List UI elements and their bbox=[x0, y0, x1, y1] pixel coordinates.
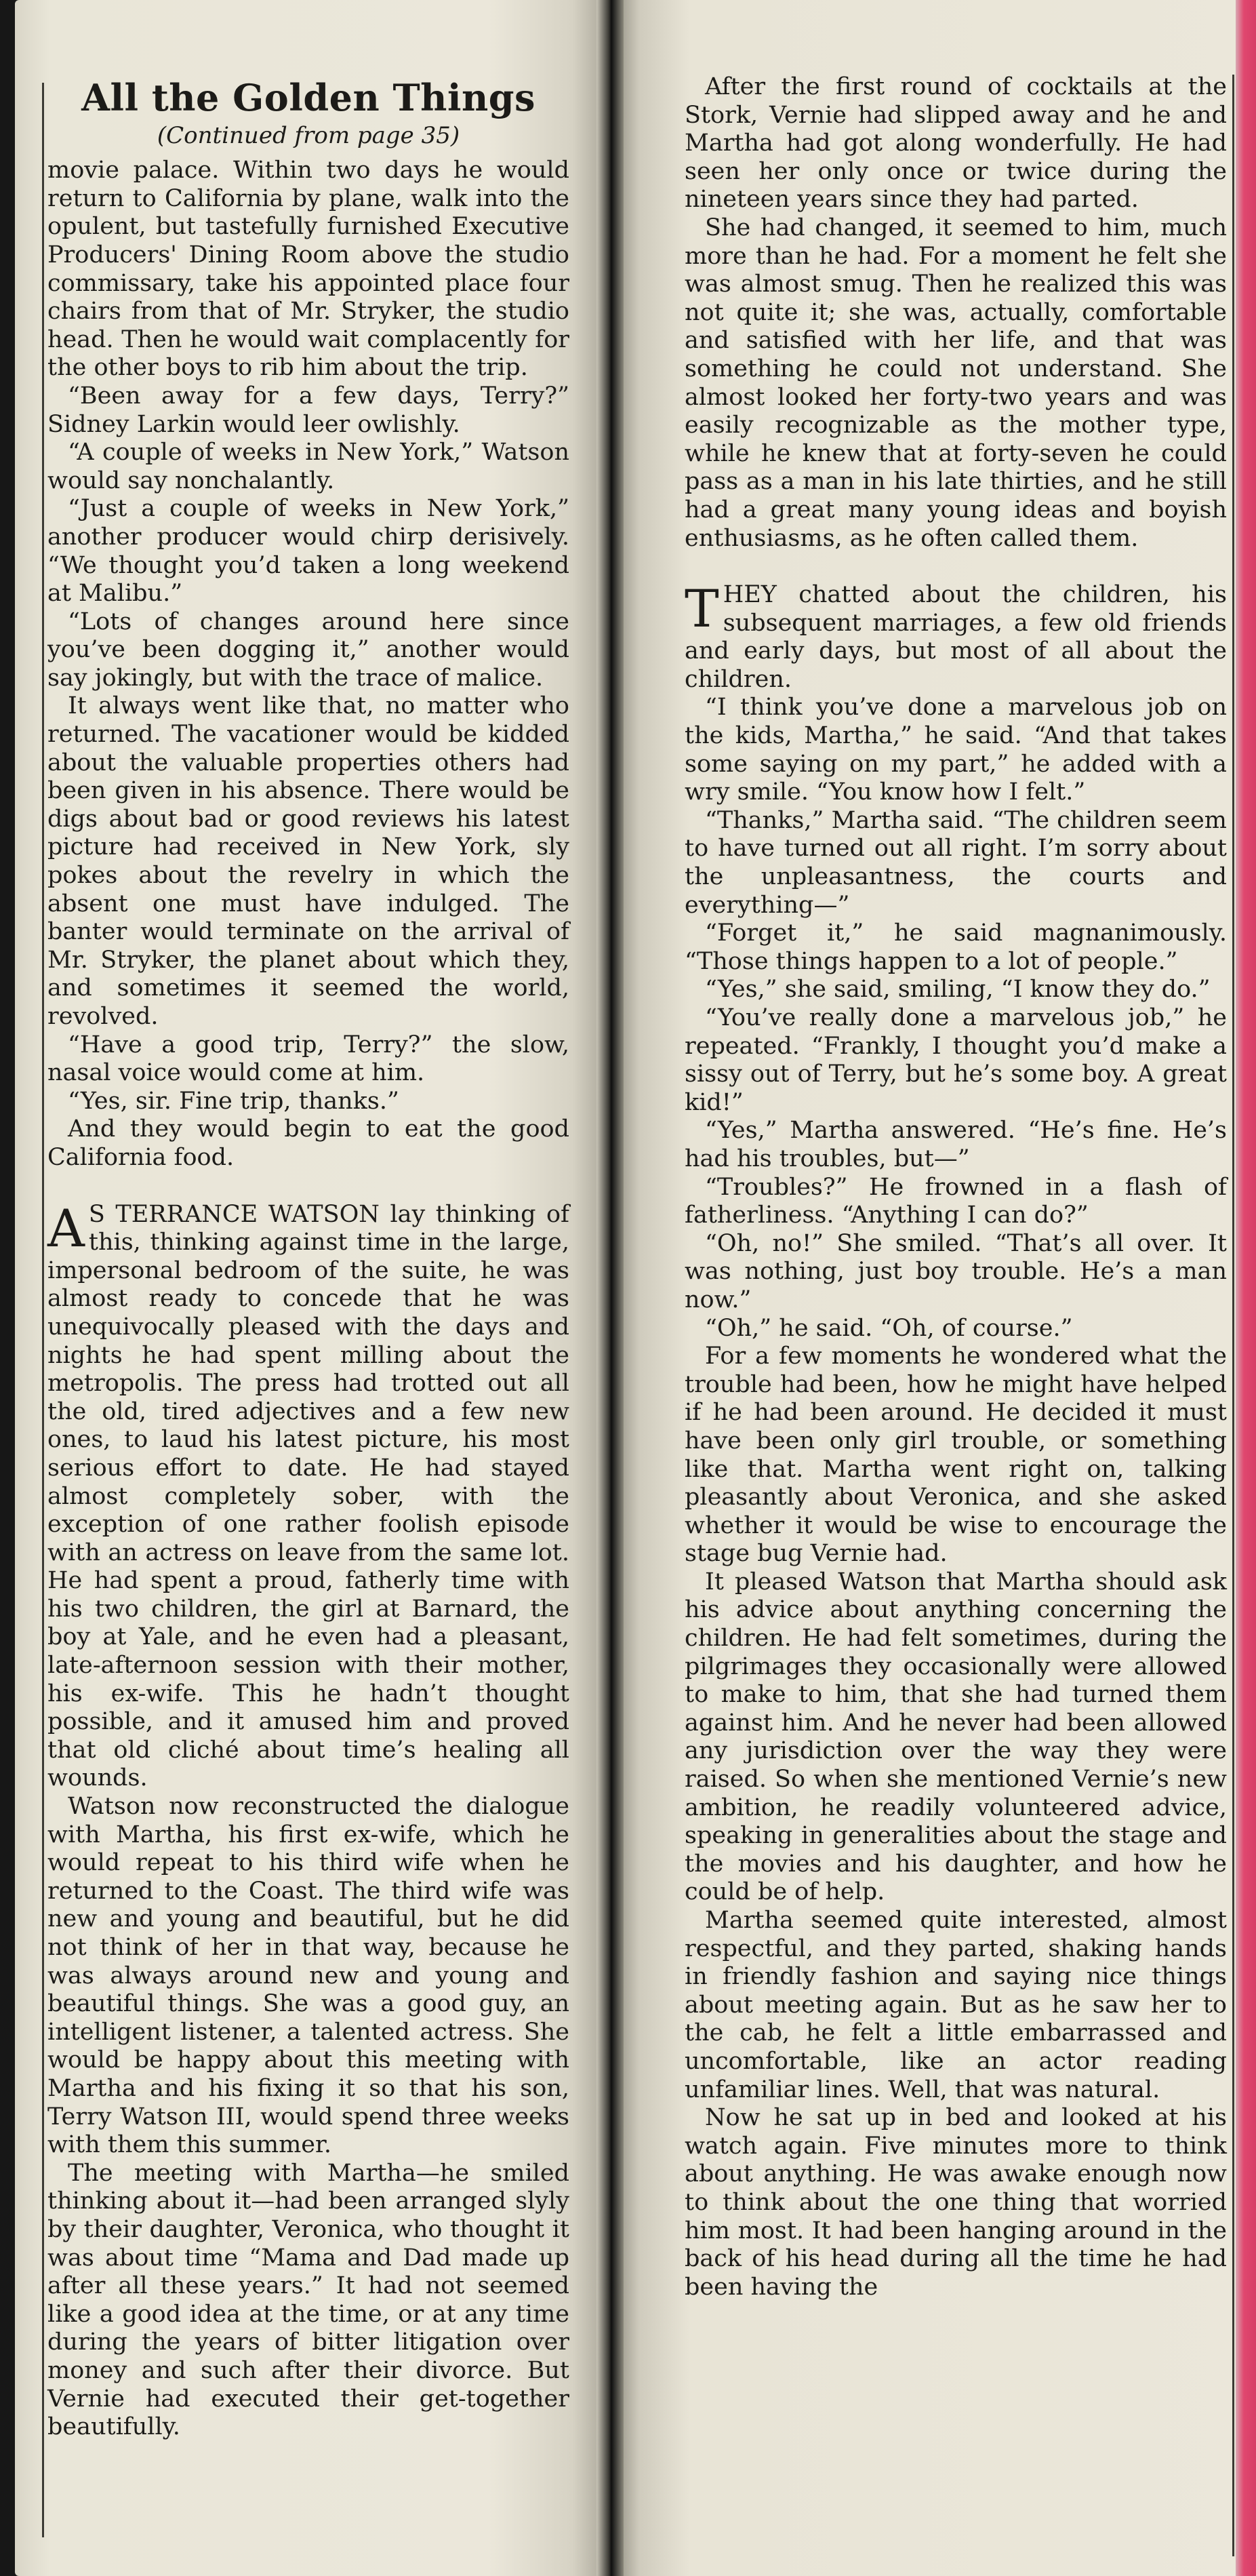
paragraph: “Forget it,” he said magnanimously. “Those things happen to a lot of people.” bbox=[685, 919, 1227, 975]
continued-note: (Continued from page 35) bbox=[157, 121, 460, 149]
drop-cap: A bbox=[47, 1197, 85, 1259]
paragraph: “Have a good trip, Terry?” the slow, nasal voice would come at him. bbox=[47, 1031, 569, 1087]
paragraph: “Oh,” he said. “Oh, of course.” bbox=[705, 1314, 1073, 1342]
paragraph: “You’ve really done a marvelous job,” he repeated. “Frankly, I thought you’d make a sissy out of Terry, but he’s some boy. A great kid!” bbox=[685, 1004, 1227, 1116]
paragraph: “A couple of weeks in New York,” Watson would say nonchalantly. bbox=[47, 439, 569, 494]
paragraph: “Yes, sir. Fine trip, thanks.” bbox=[68, 1087, 399, 1115]
article-title: All the Golden Things bbox=[81, 76, 535, 119]
paragraph: “Just a couple of weeks in New York,” another producer would chirp derisively. “We thought you’d taken a long weekend at Malibu.” bbox=[47, 495, 569, 608]
paragraph: “I think you’ve done a marvelous job on the kids, Martha,” he said. “And that takes some saying on my part,” he added with a wry smile. “You know how I felt.” bbox=[685, 694, 1227, 806]
section-paragraph bbox=[47, 1197, 569, 1793]
book-gutter bbox=[596, 0, 624, 2576]
paragraph: “Yes,” Martha answered. “He’s fine. He’s had his troubles, but—” bbox=[685, 1117, 1227, 1172]
drop-cap: T bbox=[685, 578, 719, 639]
left-column bbox=[47, 75, 569, 2442]
paragraph: “Yes,” she said, smiling, “I know they do.” bbox=[705, 976, 1211, 1004]
right-column bbox=[685, 73, 1227, 2301]
paragraph: It always went like that, no matter who returned. The vacationer would be kidded about the valuable properties others had been given in his absence. There would be digs about bad or good reviews his latest picture had received in New York, sly pokes about the revelry in which the absent one must have indulged. The banter would terminate on the arrival of Mr. Stryker, the planet about which they, and sometimes it seemed the world, revolved. bbox=[47, 692, 569, 1030]
paragraph: “Been away for a few days, Terry?” Sidney Larkin would leer owlishly. bbox=[47, 382, 569, 438]
right-column-rule bbox=[1232, 75, 1234, 2556]
section-paragraph bbox=[685, 578, 1227, 694]
paragraph-text: HEY chatted about the children, his subsequent marriages, a few old friends and early days, but most of all about the children. bbox=[685, 581, 1227, 693]
paragraph: And they would begin to eat the good California food. bbox=[47, 1115, 569, 1171]
left-column-rule bbox=[42, 83, 44, 2537]
paragraph: movie palace. Within two days he would return to California by plane, walk into the opulent, but tastefully furnished Executive Producers' Dining Room above the studio commissary, take his appointed place four chairs from that of Mr. Stryker, the studio head. Then he would wait complacently for the other boys to rib him about the trip. bbox=[47, 157, 569, 382]
paragraph: It pleased Watson that Martha should ask his advice about anything concerning the children. He had felt sometimes, during the pilgrimages they occasionally were allowed to make to him, that she had turned them against him. And he never had been allowed any jurisdiction over the way they were raised. So when she mentioned Vernie’s new ambition, he readily volunteered advice, speaking in generalities about the stage and the movies and his daughter, and how he could be of help. bbox=[685, 1568, 1227, 1906]
page-edge-strip bbox=[1236, 0, 1256, 2576]
paragraph: The meeting with Martha—he smiled thinking about it—had been arranged slyly by their daughter, Veronica, who thought it was about time “Mama and Dad made up after all these years.” It had not seemed like a good idea at the time, or at any time during the years of bitter litigation over money and such after their divorce. But Vernie had executed their get-together beautifully. bbox=[47, 2159, 569, 2441]
paragraph: She had changed, it seemed to him, much more than he had. For a moment he felt she was almost smug. Then he realized this was not quite it; she was, actually, comfortable and satisfied with her life, and that was something he could not understand. She almost looked her forty-two years and was easily recognizable as the mother type, while he knew that at forty-seven he could pass as a man in his late thirties, and he still had a great many young ideas and boyish enthusiasms, as he often called them. bbox=[685, 214, 1227, 552]
paragraph: After the first round of cocktails at the Stork, Vernie had slipped away and he and Martha had got along wonderfully. He had seen her only once or twice during the nineteen years since they had parted. bbox=[685, 73, 1227, 214]
paragraph: Martha seemed quite interested, almost respectful, and they parted, shaking hands in friendly fashion and saying nice things about meeting again. But as he saw her to the cab, he felt a little embarrassed and uncomfortable, like an actor reading unfamiliar lines. Well, that was natural. bbox=[685, 1907, 1227, 2103]
paragraph: “Thanks,” Martha said. “The children seem to have turned out all right. I’m sorry about the unpleasantness, the courts and everything—” bbox=[685, 806, 1227, 919]
paragraph-text: S TERRANCE WATSON lay thinking of this, thinking against time in the large, impersonal bedroom of the suite, he was almost ready to concede that he was unequivocally pleased with the days and nights he had spent milling about the metropolis. The press had trotted out all the old, tired adjectives and a few new ones, to laud his latest picture, his most serious effort to date. He had stayed almost completely sober, with the exception of one rather foolish episode with an actress on leave from the same lot. He had spent a proud, fatherly time with his two children, the girl at Barnard, the boy at Yale, and he even had a pleasant, late-afternoon session with their mother, his ex-wife. This he hadn’t thought possible, and it amused him and proved that old cliché about time’s healing all wounds. bbox=[47, 1200, 569, 1792]
paragraph: Now he sat up in bed and looked at his watch again. Five minutes more to think about anything. He was awake enough now to think about the one thing that worried him most. It had been hanging around in the back of his head during all the time he had been having the bbox=[685, 2104, 1227, 2301]
paragraph: “Oh, no!” She smiled. “That’s all over. It was nothing, just boy trouble. He’s a man now.” bbox=[685, 1229, 1227, 1313]
paragraph: “Troubles?” He frowned in a flash of fatherliness. “Anything I can do?” bbox=[685, 1173, 1227, 1229]
paragraph: “Lots of changes around here since you’ve been dogging it,” another would say jokingly, but with the trace of malice. bbox=[47, 608, 569, 692]
paragraph: Watson now reconstructed the dialogue with Martha, his first ex-wife, which he would repeat to his third wife when he returned to the Coast. The third wife was new and young and beautiful, but he did not think of her in that way, because he was always around new and young and beautiful things. She was a good guy, an intelligent listener, a talented actress. She would be happy about this meeting with Martha and his fixing it so that his son, Terry Watson III, would spend three weeks with them this summer. bbox=[47, 1793, 569, 2159]
paragraph: For a few moments he wondered what the trouble had been, how he might have helped if he had been around. He decided it must have been only girl trouble, or something like that. Martha went right on, talking pleasantly about Veronica, and she asked whether it would be wise to encourage the stage bug Vernie had. bbox=[685, 1343, 1227, 1568]
